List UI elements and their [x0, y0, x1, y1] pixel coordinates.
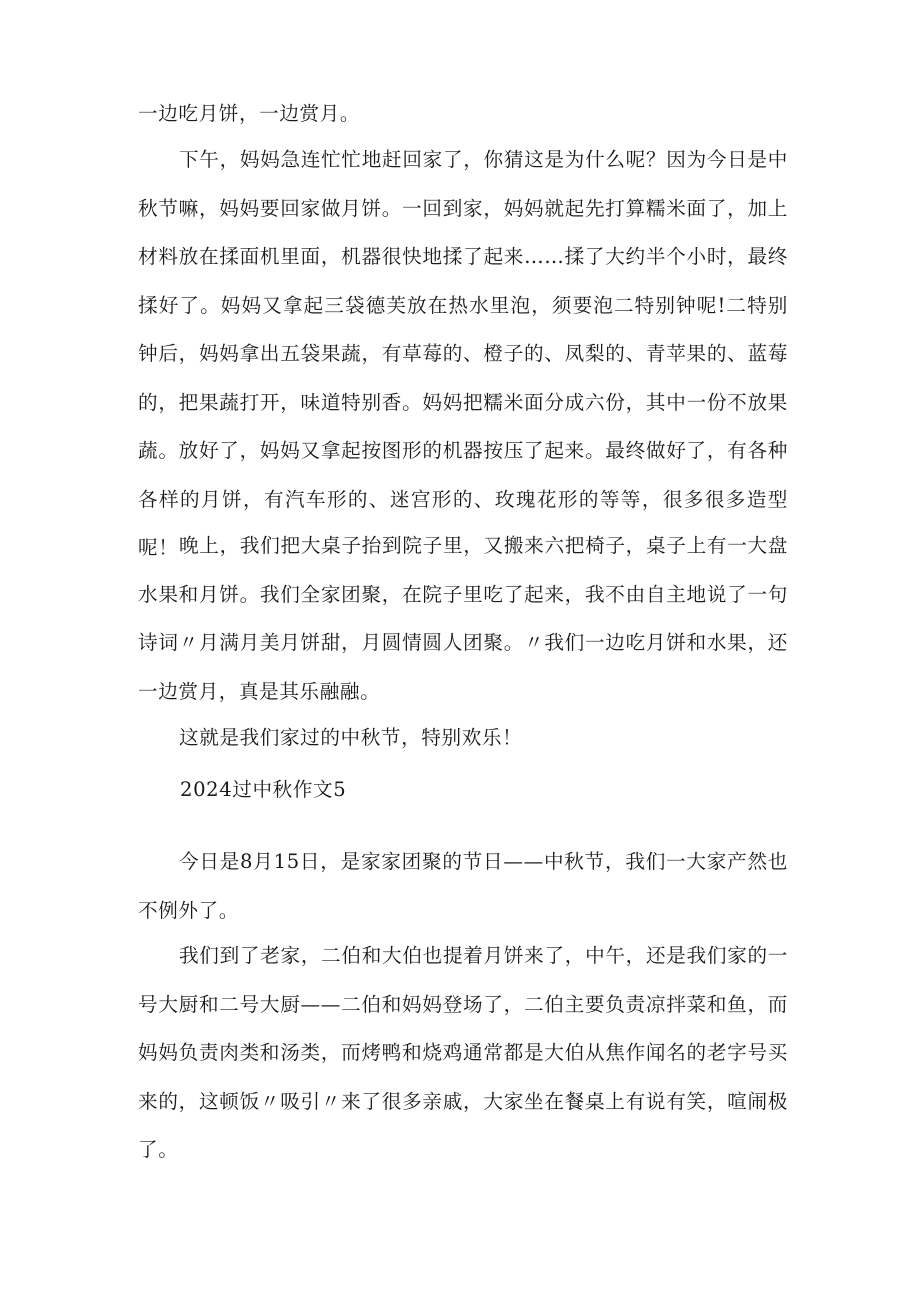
paragraph-essay5-lunch: 我们到了老家，二伯和大伯也提着月饼来了，中午，还是我们家的一号大厨和二号大厨——二伯和妈妈登场了，二伯主要负责凉拌菜和鱼，而妈妈负责肉类和汤类，而烤鸭和烧鸡通常都是大伯从焦作闻名的老字号买来的，这顿饭〃吸引〃来了很多亲戚，大家坐在餐桌上有说有笑，喧闹极了。: [138, 944, 788, 1161]
paragraph-making-mooncakes: 下午，妈妈急连忙忙地赶回家了，你猜这是为什么呢？因为今日是中秋节嘛，妈妈要回家做月饼。一回到家，妈妈就起先打算糯米面了，加上材料放在揉面机里面，机器很快地揉了起来……揉了大约半个小时，最终揉好了。妈妈又拿起三袋德芙放在热水里泡，须要泡二特别钟呢!二特别钟后，妈妈拿出五袋果蔬，有草莓的、橙子的、凤梨的、青苹果的、蓝莓的，把果蔬打开，味道特别香。妈妈把糯米面分成六份，其中一份不放果蔬。放好了，妈妈又拿起按图形的机器按压了起来。最终做好了，有各种各样的月饼，有汽车形的、迷宫形的、玫瑰花形的等等，很多很多造型呢！: [138, 148, 788, 559]
paragraph-opening-line: 一边吃月饼，一边赏月。: [138, 102, 361, 125]
paragraph-conclusion: 这就是我们家过的中秋节，特别欢乐！: [179, 726, 523, 749]
paragraph-essay5-intro: 今日是8月15日，是家家团聚的节日——中秋节，我们一大家产然也不例外了。: [138, 850, 788, 922]
section-title: 2024过中秋作文5: [180, 778, 347, 801]
paragraph-evening-reunion: 晚上，我们把大桌子抬到院子里，又搬来六把椅子，桌子上有一大盘水果和月饼。我们全家团聚，在院子里吃了起来，我不由自主地说了一句诗词〃月满月美月饼甜，月圆情圆人团聚。〃我们一边吃月饼和水果，还一边赏月，真是其乐融融。: [138, 534, 788, 703]
